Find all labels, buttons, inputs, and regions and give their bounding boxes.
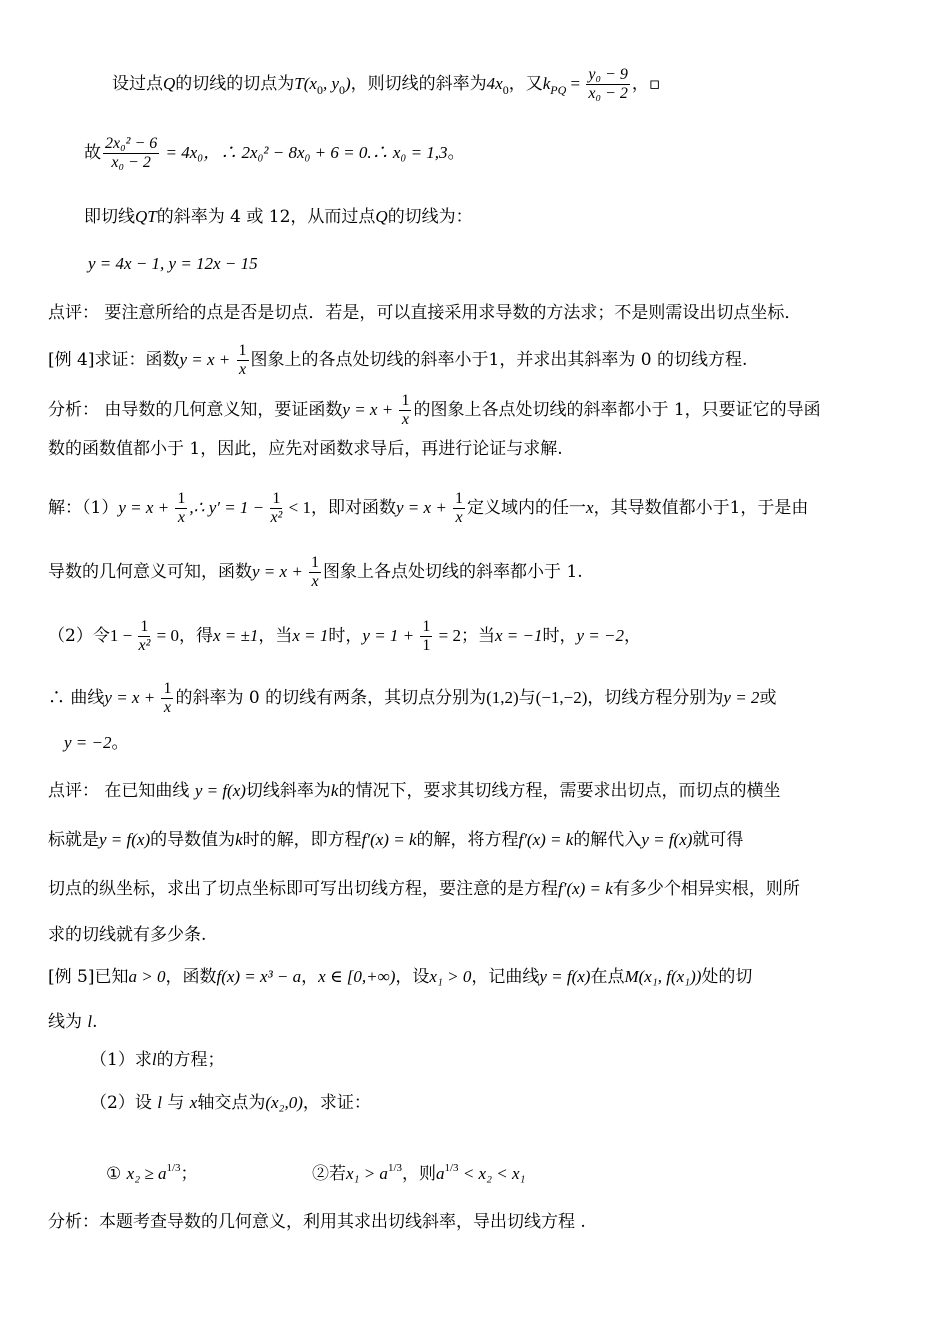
text: ① <box>106 1164 127 1184</box>
text: （2）令 <box>48 626 110 646</box>
text: 切点的纵坐标，求出了切点坐标即可写出切线方程，要注意的是方程 <box>48 879 558 899</box>
math: x ∈ [0,+∞) <box>318 967 396 986</box>
math: l <box>151 1050 157 1069</box>
text: 处的切 <box>701 967 753 987</box>
text: 设过点 <box>112 74 163 94</box>
text: 分析：本题考查导数的几何意义，利用其求出切线斜率，导出切线方程 . <box>48 1212 586 1232</box>
text: ，▫ <box>631 74 661 94</box>
math-sub: PQ <box>550 83 567 97</box>
math: (−1,−2) <box>535 688 588 707</box>
fraction <box>138 618 150 655</box>
math: x = −1 <box>495 626 543 645</box>
text: 标就是 <box>48 830 99 850</box>
paragraph-4 <box>88 253 258 275</box>
text: ，其导数值都小于1，于是由 <box>593 498 809 518</box>
math: y = x + <box>396 498 452 517</box>
fraction-denominator: x <box>401 411 409 428</box>
text: （2）设 <box>90 1093 158 1113</box>
fraction-denominator: x₀ − 2 <box>111 154 151 171</box>
math: Q <box>375 207 388 226</box>
text: 数的函数值都小于 1，因此，应先对函数求导后，再进行论证与求解. <box>48 439 563 459</box>
math: k <box>542 74 551 93</box>
math: = 2 <box>434 626 461 645</box>
math: y = x + <box>118 498 174 517</box>
fraction-denominator: x² <box>270 509 283 526</box>
text: 就可得 <box>692 830 744 850</box>
text: 的斜率为 4 或 12，从而过点 <box>156 207 376 227</box>
fraction <box>309 554 321 591</box>
paragraph-18 <box>48 966 752 988</box>
math-sub: 0 <box>316 83 323 97</box>
math-exponent: 1/3 <box>387 1162 402 1174</box>
text: [例 5]已知 <box>48 967 129 987</box>
fraction-denominator: x <box>311 573 319 590</box>
fraction-numerator: 1 <box>422 618 431 635</box>
math: y = 2 <box>723 688 760 707</box>
fraction <box>399 392 411 429</box>
paragraph-9 <box>48 490 808 527</box>
math: a > 0 <box>128 967 166 986</box>
fraction-numerator: 2x₀² − 6 <box>105 135 158 152</box>
fraction-numerator: 1 <box>401 392 410 409</box>
fraction-numerator: 1 <box>311 554 320 571</box>
text: ，又 <box>508 74 543 94</box>
fraction <box>161 680 173 717</box>
paragraph-20 <box>90 1049 225 1071</box>
text: ，求证： <box>302 1093 371 1113</box>
paragraph-21 <box>90 1092 371 1114</box>
math: y = f(x) <box>539 967 591 986</box>
fraction-numerator: 1 <box>272 490 281 507</box>
math: < 1 <box>284 498 311 517</box>
paragraph-7 <box>48 392 821 429</box>
math: < x₂ < x₁ <box>458 1164 526 1183</box>
text: 定义域内的任一 <box>467 498 587 518</box>
paragraph-10 <box>48 554 583 591</box>
text: 即切线 <box>84 207 135 227</box>
paragraph-17 <box>48 924 206 946</box>
text: 切线斜率为 <box>245 781 331 801</box>
math: l <box>87 1012 93 1031</box>
text: 与 <box>518 688 536 708</box>
math: x = 1 <box>292 626 329 645</box>
fraction-denominator: x <box>163 699 171 716</box>
text: 有多少个相异实根，则所 <box>612 879 800 899</box>
fraction-denominator: x <box>238 361 247 378</box>
fraction-numerator: y₀ − 9 <box>588 66 628 83</box>
text: 时， <box>328 626 363 646</box>
math: ) <box>345 74 351 93</box>
math: y = x + <box>104 688 160 707</box>
fraction <box>175 490 187 527</box>
fraction-numerator: 1 <box>140 618 149 635</box>
math: y = x + <box>252 562 308 581</box>
text: 轴交点为 <box>197 1093 266 1113</box>
math: f(x) = x³ − a <box>216 967 302 986</box>
fraction-denominator: x <box>177 509 185 526</box>
text: ，设 <box>395 967 430 987</box>
text: 故 <box>84 143 101 163</box>
text: 点评： 要注意所给的点是否是切点．若是，可以直接采用求导数的方法求；不是则需设出切点坐标． <box>48 303 802 323</box>
text: 与 <box>161 1093 190 1113</box>
math: y = 4x − 1, y = 12x − 15 <box>88 254 258 273</box>
paragraph-16 <box>48 878 800 900</box>
text: 的解，将方程 <box>416 830 519 850</box>
text: ②若 <box>312 1164 346 1184</box>
math: 1 − <box>109 626 137 645</box>
text: 图象上的各点处切线的斜率小于1，并求出其斜率为 0 的切线方程. <box>250 350 748 370</box>
fraction <box>237 342 249 379</box>
text: ， <box>624 626 641 646</box>
text: 时， <box>542 626 577 646</box>
math: x₁ > 0 <box>429 967 472 986</box>
fraction-denominator: x² <box>138 637 151 654</box>
text: ； <box>180 1164 198 1184</box>
math: y = 1 + <box>362 626 419 645</box>
text: 图象上各点处切线的斜率都小于 1. <box>323 562 583 582</box>
math: y = f(x) <box>194 781 246 800</box>
text: 点评： 在已知曲线 <box>48 781 195 801</box>
text: . <box>92 1012 98 1032</box>
paragraph-8 <box>48 438 563 460</box>
math-sub: 0 <box>339 83 345 97</box>
paragraph-3 <box>84 206 473 228</box>
text: ，则 <box>402 1164 436 1184</box>
text: 解：（1） <box>48 498 119 518</box>
fraction <box>103 135 159 172</box>
fraction-denominator: x <box>455 509 463 526</box>
text: 的方程； <box>156 1050 225 1070</box>
fraction-denominator: x₀ − 2 <box>588 85 628 102</box>
text: 或 <box>759 688 777 708</box>
paragraph-2 <box>84 135 465 172</box>
text: [例 4]求证：函数 <box>48 350 180 370</box>
paragraph-19 <box>48 1011 98 1033</box>
math: , y <box>322 74 339 93</box>
fraction-numerator: 1 <box>163 680 172 697</box>
fraction-denominator: 1 <box>422 637 431 654</box>
paragraph-22 <box>106 1157 198 1185</box>
text: ，切线方程分别为 <box>587 688 724 708</box>
math: = 4x₀， <box>161 143 221 162</box>
text: ；当 <box>461 626 495 646</box>
fraction <box>420 618 432 655</box>
paragraph-23 <box>48 1211 586 1233</box>
math-exponent: 1/3 <box>444 1162 459 1174</box>
math: Q <box>163 74 176 93</box>
math-sub: 0 <box>502 83 509 97</box>
math: x = ±1 <box>213 626 259 645</box>
paragraph-5 <box>48 302 801 324</box>
text: 导数的几何意义可知，函数 <box>48 562 252 582</box>
math: = <box>566 74 585 93</box>
fraction-numerator: 1 <box>177 490 186 507</box>
math: T(x <box>294 74 317 93</box>
text: ，即对函数 <box>311 498 396 518</box>
text: 时的解，即方程 <box>242 830 362 850</box>
paragraph-13 <box>64 732 129 754</box>
text: ，当 <box>258 626 293 646</box>
text: ，则切线的斜率为 <box>350 74 487 94</box>
math: f′(x) = k <box>361 830 417 849</box>
math: f′(x) = k <box>518 830 574 849</box>
text: 的情况下，要求其切线方程，需要求出切点，而切点的横坐 <box>338 781 781 801</box>
text: 的导数值为 <box>150 830 236 850</box>
math: = 0 <box>152 626 180 645</box>
math: (x₂,0) <box>265 1093 303 1112</box>
text: 的切线为： <box>387 207 473 227</box>
fraction <box>586 66 629 103</box>
paragraph-12 <box>48 680 776 717</box>
text: 的切线的切点为 <box>175 74 295 94</box>
math: y = f(x) <box>641 830 693 849</box>
fraction <box>453 490 465 527</box>
text: 在点 <box>590 967 625 987</box>
paragraph-6 <box>48 342 747 379</box>
text: 的解代入 <box>573 830 642 850</box>
text: ，函数 <box>165 967 217 987</box>
text: 的图象上各点处切线的斜率都小于 1，只要证它的导函 <box>413 400 821 420</box>
math: y = x + <box>179 350 235 369</box>
math: 4x <box>486 74 503 93</box>
text: 。 <box>111 733 129 753</box>
text: 。 <box>447 143 465 163</box>
text: 的斜率为 0 的切线有两条，其切点分别为 <box>175 688 487 708</box>
math: x <box>586 498 594 517</box>
paragraph-14 <box>48 780 780 802</box>
math: ∴ 2x₀² − 8x₀ + 6 = 0.∴ x₀ = 1,3 <box>220 143 448 162</box>
math: y = x + <box>342 400 398 419</box>
math: x₁ > a <box>346 1164 388 1183</box>
math: y = −2 <box>576 626 624 645</box>
math-exponent: 1/3 <box>166 1162 181 1174</box>
text: 线为 <box>48 1012 88 1032</box>
paragraph-11 <box>48 618 641 655</box>
paragraph-22b <box>312 1157 525 1185</box>
text: ，记曲线 <box>471 967 540 987</box>
text: 分析： 由导数的几何意义知，要证函数 <box>48 400 343 420</box>
math: k <box>330 781 339 800</box>
math: f′(x) = k <box>558 879 613 898</box>
math: l <box>157 1093 162 1112</box>
text: 求的切线就有多少条. <box>48 925 207 945</box>
fraction-numerator: 1 <box>455 490 464 507</box>
math: y = f(x) <box>99 830 151 849</box>
text: ∴ 曲线 <box>48 688 105 708</box>
fraction-numerator: 1 <box>238 342 247 359</box>
fraction <box>270 490 282 527</box>
paragraph-1 <box>112 66 660 103</box>
math: y = −2 <box>64 733 112 752</box>
math: ,∴ y′ = 1 − <box>189 498 269 517</box>
math: x <box>189 1093 198 1112</box>
text: ，得 <box>179 626 214 646</box>
math: k <box>235 830 243 849</box>
text: （1）求 <box>90 1050 152 1070</box>
math: M(x₁, f(x₁)) <box>624 967 702 986</box>
math: x₂ ≥ a <box>126 1164 167 1183</box>
math: (1,2) <box>486 688 519 707</box>
math: QT <box>135 207 157 226</box>
text: ， <box>301 967 319 987</box>
math: a <box>436 1164 445 1183</box>
paragraph-15 <box>48 829 743 851</box>
